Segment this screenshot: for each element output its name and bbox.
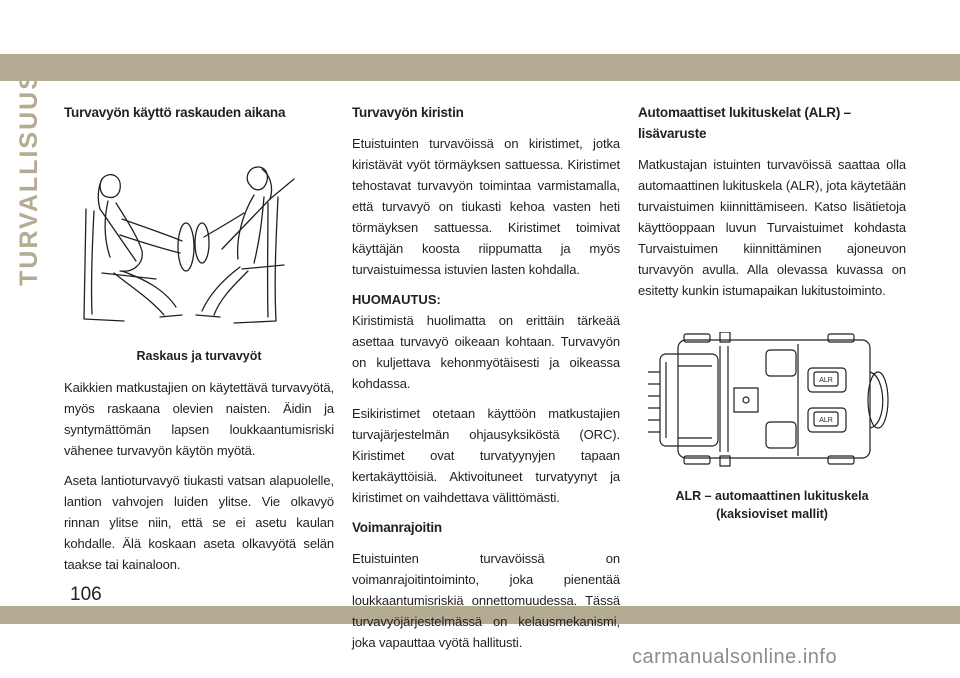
- paragraph-alr: Matkustajan istuinten turvavöissä saattaa olla automaattinen lukituskela (ALR), jota käytetään turvaistuimen kiinnittämiseen. Katso lisätietoja käyttöoppaan luvun Turvaistuimet kohdasta Turvaistuimen kiinnittäminen ajoneuvon turvavyön avulla. Alla olevassa kuvassa on esitetty kunkin istumapaikan lukitustoiminto.: [638, 157, 906, 298]
- section-side-tab: [12, 70, 46, 286]
- alr-label-upper: ALR: [819, 377, 833, 384]
- figure-caption-pregnancy: Raskaus ja turvavyöt: [136, 349, 262, 363]
- column-middle: [352, 102, 620, 662]
- alr-label-lower: ALR: [819, 417, 833, 424]
- pregnancy-seatbelt-illustration: [64, 139, 334, 334]
- note-text: Kiristimistä huolimatta on erittäin tärkeää asettaa turvavyö oikeaan kohtaan. Turvavyön on kuljettava kehonmyötäisesti ja oikeassa kohdassa.: [352, 313, 620, 391]
- paragraph-force-limiter: Etuistuinten turvavöissä on voimanrajoitintoiminto, joka pienentää loukkaantumisriskiä onnettomuudessa. Tässä turvavyöjärjestelmässä on kelausmekanismi, joka vapauttaa vyötä hallitusti.: [352, 551, 620, 650]
- heading-alr: Automaattiset lukituskelat (ALR) – lisävaruste: [638, 105, 851, 141]
- heading-pregnancy: Turvavyön käyttö raskauden aikana: [64, 105, 286, 120]
- heading-pretensioner: Turvavyön kiristin: [352, 105, 464, 120]
- note-title: HUOMAUTUS:: [352, 292, 441, 307]
- figure-caption-alr-line2: (kaksioviset mallit): [716, 507, 828, 521]
- paragraph-pregnancy-2: Aseta lantioturvavyö tiukasti vatsan alapuolelle, lantion vahvojen luiden ylitse. Vie olkavyö rinnan ylitse niin, että se ei asetu kaulan kohdalle. Älä koskaan aseta olkavyötä selän taakse tai kainaloon.: [64, 473, 334, 572]
- figure-caption-alr-line1: ALR – automaattinen lukituskela: [675, 489, 869, 503]
- paragraph-orc: Esikiristimet otetaan käyttöön matkustajien turvajärjestelmän ohjausyksiköstä (ORC). Kiristimet ovat turvatyynyjen tapaan kertakäyttöisiä. Aktivoituneet turvatyynyt ja kiristimet on vaihdettava välittömästi.: [352, 406, 620, 505]
- alr-vehicle-top-view-illustration: [638, 332, 906, 472]
- heading-force-limiter: Voimanrajoitin: [352, 520, 442, 535]
- watermark-text: carmanualsonline.info: [632, 646, 838, 668]
- paragraph-pregnancy-1: Kaikkien matkustajien on käytettävä turvavyötä, myös raskaana olevien naisten. Äidin ja syntymättömän lapsen loukkaantumisriski vähenee turvavyön käytön myötä.: [64, 380, 334, 458]
- section-title: TURVALLISUUS: [14, 70, 43, 286]
- column-right: [638, 102, 906, 535]
- column-left: [64, 102, 334, 584]
- paragraph-pretensioner: Etuistuinten turvavöissä on kiristimet, jotka kiristävät vyöt törmäyksen sattuessa. Kiristimet tehostavat turvavyön toimintaa varmistamalla, että turvavyö on tiukasti kehoa vasten heti törmäyksen sattuessa. Kiristimet toimivat käyttäjän koosta riippumatta ja myös turvaistuimessa istuvien lasten kohdalla.: [352, 136, 620, 277]
- page-number: 106: [70, 584, 102, 605]
- header-band: [0, 54, 960, 81]
- figure-caption-alr: [638, 487, 906, 523]
